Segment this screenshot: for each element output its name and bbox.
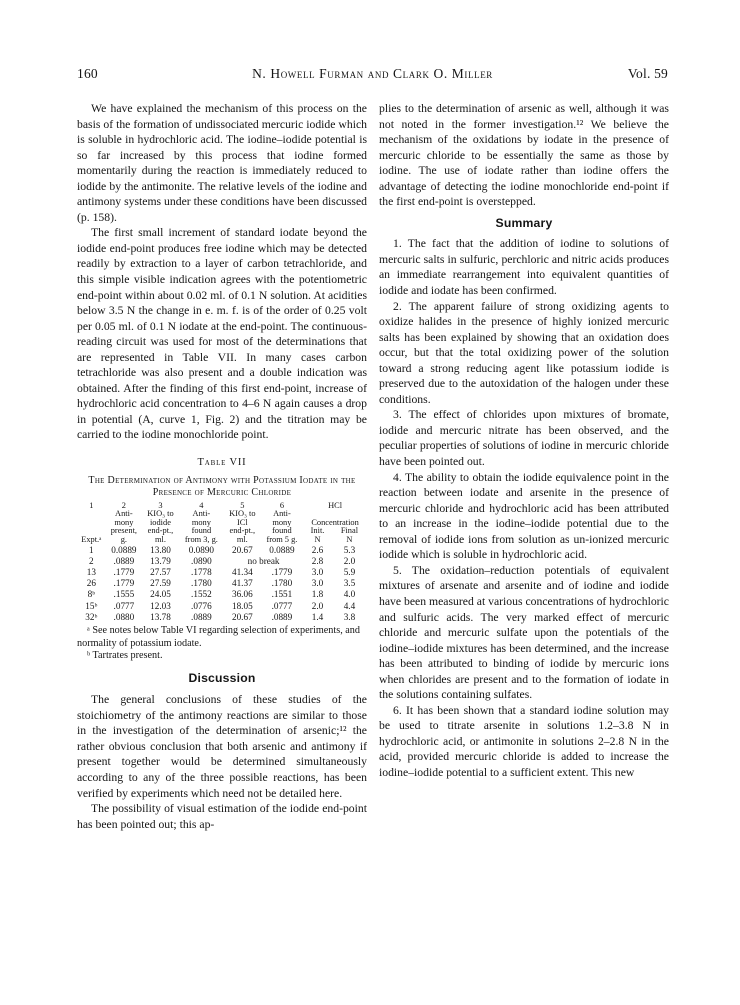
col-header: Init.	[310, 526, 325, 536]
col-header: found	[272, 526, 292, 536]
table-cell: 20.67	[231, 611, 253, 622]
table-cell: 2.6	[311, 544, 324, 555]
col-header: mony	[272, 517, 292, 527]
table-cell: 13.78	[150, 611, 171, 622]
table-cell: .1779	[113, 578, 135, 589]
table-cell: 41.37	[231, 578, 253, 589]
table-cell: .1780	[271, 578, 293, 589]
table-cell: 2.8	[311, 555, 324, 566]
table-cell: 5.9	[343, 566, 356, 577]
paragraph: The first small increment of standard iodate beyond the iodide end-point produces free iodine which may be detected readily by extraction to a layer of carbon tetrachloride, and this simple visible indication agrees with the potentiometric end-point within about 0.02 ml. of 0.1 N solution. At acidities below 3.5 N the change in e. m. f. is of the order of 0.25 volt per 0.05 ml. of 0.1 N iodate at the end-point. The continuous-reading circuit was used for most of the determinations that are represented in Table VII. In many cases carbon tetrachloride was also present and a double indication was obtained. After the finding of this first end-point, increase of hydrochloric acid concentration to 4–6 N again causes a drop in potential (A, curve 1, Fig. 2) and the titration may be carried to the iodine monochloride point.	[77, 226, 367, 442]
paragraph: plies to the determination of arsenic as well, although it was not noted in the former investigation.¹² We believe the mechanism of the oxidations by iodate in the presence of mercuric chloride to be essentially the same as those by iodine. The use of iodate rather than iodine offers the advantage of detecting the iodine monochloride end-point if the first end-point is overstepped.	[379, 102, 669, 209]
col-number: 4	[199, 500, 204, 510]
table-cell: no break	[247, 555, 280, 566]
table-cell: .0889	[113, 555, 135, 566]
table-cell: .0880	[113, 611, 135, 622]
col-number: 5	[240, 500, 245, 510]
table-cell: .0890	[191, 555, 212, 566]
table-cell: 26	[86, 578, 96, 589]
section-heading-discussion: Discussion	[188, 670, 256, 685]
table-caption: Table VII	[197, 457, 247, 469]
table-cell: 13	[86, 566, 96, 577]
running-header	[77, 66, 668, 86]
table-cell: .1778	[191, 566, 212, 577]
header-authors: N. Howell Furman and Clark O. Miller	[252, 66, 493, 81]
table-cell: .0777	[271, 600, 293, 611]
col-header: ml.	[154, 534, 166, 544]
table-cell: 12.03	[150, 600, 171, 611]
col-number: 1	[89, 500, 94, 510]
col-header: mony	[114, 517, 134, 527]
table-cell: 1.8	[311, 589, 324, 600]
table-cell: 15ᵇ	[85, 600, 98, 611]
table-cell: 5.3	[343, 544, 356, 555]
page-number: 160	[77, 66, 98, 81]
col-header: Anti-	[273, 509, 291, 519]
col-header: KIO₃ to	[147, 509, 174, 519]
table-cell: 1.4	[311, 611, 324, 622]
table-cell: .1551	[271, 589, 293, 600]
paragraph: The possibility of visual estimation of the iodide end-point has been pointed out; this ap-	[77, 802, 367, 831]
table-row	[77, 578, 367, 589]
col-header: Anti-	[192, 509, 211, 519]
table-cell: 4.0	[343, 589, 356, 600]
col-header: KIO₃ to	[229, 509, 256, 519]
table-cell: 1	[89, 544, 94, 555]
table-vii	[77, 501, 367, 623]
table-footnote: ᵇ Tartrates present.	[87, 650, 163, 662]
table-cell: 13.79	[150, 555, 171, 566]
col-header: Expt.ᵃ	[81, 534, 102, 544]
summary-item: 5. The oxidation–reduction potentials of equivalent mixtures of arsenate and arsenite and of iodine and iodide have been measured at various concentrations of hydrochloric and sulfuric acids. The very marked effect of mercuric chloride and mercuric sulfate upon the potentials of the iodine–iodide mixtures has been determined, and the increase has been attributed to binding of iodide by mercuric ions when chlorides are present and to the formation of iodate in the solutions containing sulfates.	[379, 563, 669, 702]
table-cell: .0889	[271, 611, 293, 622]
table-cell: .0776	[191, 600, 212, 611]
summary-item: 6. It has been shown that a standard iodine solution may be used to titrate arsenite in solutions 1.2–3.8 N in hydrochloric acid, or antimonite in solutions 2–2.8 N in the acid, provided mercuric chloride is added to increase the iodine–iodide potential to a sufficient extent. This new	[379, 703, 669, 779]
col-number: HCl	[328, 500, 343, 510]
right-column	[379, 101, 669, 781]
table-cell: 24.05	[150, 589, 171, 600]
table-cell: 27.57	[150, 566, 171, 577]
table-row	[77, 545, 367, 556]
col-header: Final	[340, 526, 359, 536]
col-number: 6	[279, 500, 284, 510]
table-cell: 3.8	[343, 611, 356, 622]
table-cell: 3.5	[343, 578, 356, 589]
col-header: g.	[120, 534, 128, 544]
col-header: from 5 g.	[266, 534, 298, 544]
col-header: N	[346, 534, 353, 544]
table-cell: .1779	[271, 566, 293, 577]
summary-item: 1. The fact that the addition of iodine to solutions of mercuric salts in sulfuric, perchloric and nitric acids produces an immediate rearrangement into equivalent quantities of iodide and iodate has been confirmed.	[379, 237, 669, 298]
summary-item: 3. The effect of chlorides upon mixtures of bromate, iodide and mercuric nitrate has been observed, and the peculiar properties of solutions of iodine in mercuric chloride have been pointed out.	[379, 408, 669, 469]
table-cell: 2.0	[311, 600, 324, 611]
table-cell: 3.0	[311, 578, 324, 589]
table-cell: 2.0	[343, 555, 356, 566]
table-cell: 18.05	[231, 600, 253, 611]
table-cell: 0.0890	[188, 544, 215, 555]
left-column	[77, 101, 367, 832]
col-header: from 3, g.	[184, 534, 218, 544]
col-header: Anti-	[115, 509, 133, 519]
table-cell: 3.0	[311, 566, 324, 577]
section-heading-summary: Summary	[495, 215, 553, 230]
col-header: N	[314, 534, 321, 544]
table-cell: .1555	[113, 589, 135, 600]
table-row	[77, 612, 367, 623]
table-cell: 32ᵇ	[85, 611, 98, 622]
table-cell: 27.59	[150, 578, 171, 589]
table-cell: .0889	[191, 611, 212, 622]
table-cell: 4.4	[343, 600, 356, 611]
col-header: ICl	[236, 517, 248, 527]
col-header: found	[191, 526, 212, 536]
col-header: mony	[191, 517, 211, 527]
table-cell: 0.0889	[111, 544, 137, 555]
table-footnotes	[77, 625, 367, 663]
table-row	[77, 556, 367, 567]
table-title: The Determination of Antimony with Potassium Iodate in the Presence of Mercuric Chloride	[88, 474, 356, 498]
table-footnote: ᵃ See notes below Table VI regarding selection of experiments, and normality of potassium iodate.	[77, 624, 360, 649]
table-cell: 13.80	[150, 544, 171, 555]
summary-item: 2. The apparent failure of strong oxidizing agents to oxidize halides in the presence of highly ionized mercuric salts has been explained by showing that an oxidation does occur, but that the total oxidizing power of the solution toward a strong reducing agent like potassium iodide is preserved due to the autoxidation of the halogen under these conditions.	[379, 299, 669, 406]
col-header: end-pt.,	[229, 526, 256, 536]
table-cell: 41.34	[231, 566, 253, 577]
col-number: 2	[121, 500, 126, 510]
table-row	[77, 589, 367, 600]
volume-label: Vol. 59	[627, 66, 668, 81]
table-cell: 36.06	[231, 589, 253, 600]
table-cell: .1780	[191, 578, 212, 589]
table-cell: .0777	[113, 600, 135, 611]
table-header-row	[77, 536, 367, 545]
table-cell: .1779	[113, 566, 135, 577]
summary-item: 4. The ability to obtain the iodide equivalence point in the reaction between iodate and arsenite in the presence of mercuric chloride and hydrochloric acid has been attributed to an increase in the iodine–iodide potential due to the removal of iodide ions from solution as un-ionized mercuric iodide which is soluble in hydrochloric acid.	[379, 470, 669, 562]
table-row	[77, 567, 367, 578]
table-cell: 0.0889	[269, 544, 295, 555]
table-row	[77, 601, 367, 612]
col-header: present,	[110, 526, 138, 536]
col-header: iodide	[149, 517, 171, 527]
table-cell: .1552	[191, 589, 212, 600]
col-header: ml.	[236, 534, 248, 544]
col-header: Concentration	[311, 517, 359, 527]
col-number: 3	[158, 500, 163, 510]
table-cell: 20.67	[231, 544, 253, 555]
paragraph: We have explained the mechanism of this process on the basis of the formation of undissociated mercuric iodide which is soluble in hydrochloric acid. The iodine–iodide potential is so far increased by this process that iodine formed momentarily during the reaction is immediately reduced to iodide by the antimonite. The relative levels of the iodine and antimony systems under these conditions have been discussed (p. 158).	[77, 102, 367, 224]
col-header: end-pt.,	[147, 526, 174, 536]
paragraph: The general conclusions of these studies of the stoichiometry of the antimony reactions are similar to those in the investigation of the determination of arsenic;¹² the rather obvious conclusion that both arsenic and antimony if present together would be determined simultaneously according to any of the three possible reactions, has been verified by experiments which need not be detailed here.	[77, 693, 367, 800]
table-cell: 2	[89, 555, 94, 566]
table-cell: 8ᵇ	[87, 589, 96, 600]
